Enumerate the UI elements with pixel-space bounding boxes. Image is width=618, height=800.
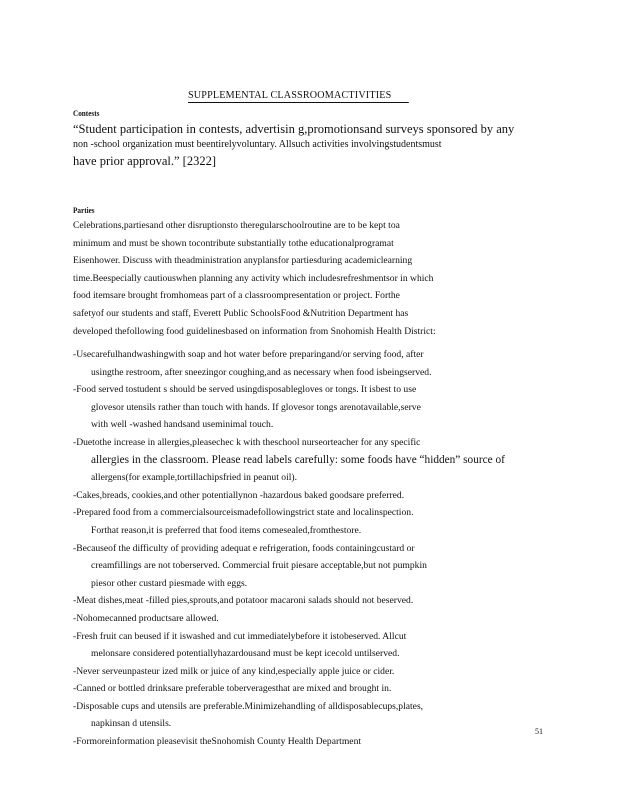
page-title: SUPPLEMENTAL CLASSROOMACTIVITIES [188,89,409,103]
guideline-line: -Nohomecanned productsare allowed. [73,612,219,624]
contests-quote [73,121,553,169]
paragraph-line: developed thefollowing food guidelinesbased on information from Snohomish Health District: [73,325,436,337]
guideline-line: Forthat reason,it is preferred that food items comesealed,fromthestore. [91,524,362,536]
guideline-line: glovesor utensils rather than touch with hands. If glovesor tongs arenotavailable,serve [91,401,421,413]
contests-line: “Student participation in contests, advertisin g,promotionsand surveys sponsored by any [73,122,515,136]
guideline-line: napkinsan d utensils. [91,718,172,730]
paragraph-line: Celebrations,partiesand other disruptionsto theregularschoolroutine are to be kept toa [73,220,400,231]
parties-paragraph [73,217,553,340]
guideline-line: -Never serveunpasteur ized milk or juice of any kind,especially apple juice or cider. [73,665,395,677]
food-guidelines-list [73,346,553,751]
guideline-line: -Meat dishes,meat -filled pies,sprouts,and potatoor macaroni salads should not beserved. [73,595,414,607]
guideline-line: -Fresh fruit can beused if it iswashed and cut immediatelybefore it istobeserved. Allcut [73,630,407,642]
contests-heading: Contests [73,109,100,118]
guideline-line: piesor other custard piesmade with eggs. [91,577,248,589]
guideline-line: -Prepared food from a commercialsourceismadefollowingstrict state and localinspection. [73,507,414,519]
guideline-line: melonsare considered potentiallyhazardousand must be kept icecold untilserved. [91,648,400,660]
guideline-line: -Cakes,breads, cookies,and other potentiallynon -hazardous baked goodsare preferred. [73,489,405,501]
parties-heading: Parties [73,206,95,215]
guideline-line: -Duetothe increase in allergies,pleasechec k with theschool nurseorteacher for any specific [73,436,421,448]
paragraph-line: food itemsare brought fromhomeas part of a classroompresentation or project. Forthe [73,290,400,302]
guideline-line: with well -washed handsand useminimal touch. [91,419,274,431]
paragraph-line: safetyof our students and staff, Everett Public SchoolsFood &Nutrition Department has [73,307,409,319]
guideline-line: allergens(for example,tortillachipsfried in peanut oil). [91,472,298,484]
guideline-line: -Becauseof the difficulty of providing adequat e refrigeration, foods containingcustard or [73,542,415,554]
guideline-line: -Formoreinformation pleasevisit theSnohomish County Health Department [73,736,362,748]
guideline-line: -Usecarefulhandwashingwith soap and hot water before preparingand/or serving food, after [73,349,424,360]
paragraph-line: minimum and must be shown tocontribute substantially tothe educationalprogramat [73,237,394,249]
paragraph-line: Eisenhower. Discuss with theadministration anyplansfor partiesduring academiclearning [73,255,413,267]
contests-line: non -school organization must beentirelyvoluntary. Allsuch activities involvingstudentsmust [73,139,442,150]
contests-line: have prior approval.” [2322] [73,154,216,168]
guideline-line: usingthe restroom, after sneezingor coughing,and as necessary when food isbeingserved. [91,366,432,378]
guideline-line: -Food served tostudent s should be served usingdisposablegloves or tongs. It isbest to use [73,384,417,396]
guideline-line: allergies in the classroom. Please read labels carefully: some foods have “hidden” source of [91,453,505,466]
guideline-line: creamfillings are not toberserved. Commercial fruit piesare acceptable,but not pumpkin [91,560,427,572]
page-number: 51 [535,727,543,736]
guideline-line: -Canned or bottled drinksare preferable toberveragesthat are mixed and brought in. [73,683,392,695]
paragraph-line: time.Beespecially cautiouswhen planning any activity which includesrefreshmentsor in which [73,272,434,284]
guideline-line: -Disposable cups and utensils are preferable.Minimizehandling of alldisposablecups,plates, [73,700,424,712]
